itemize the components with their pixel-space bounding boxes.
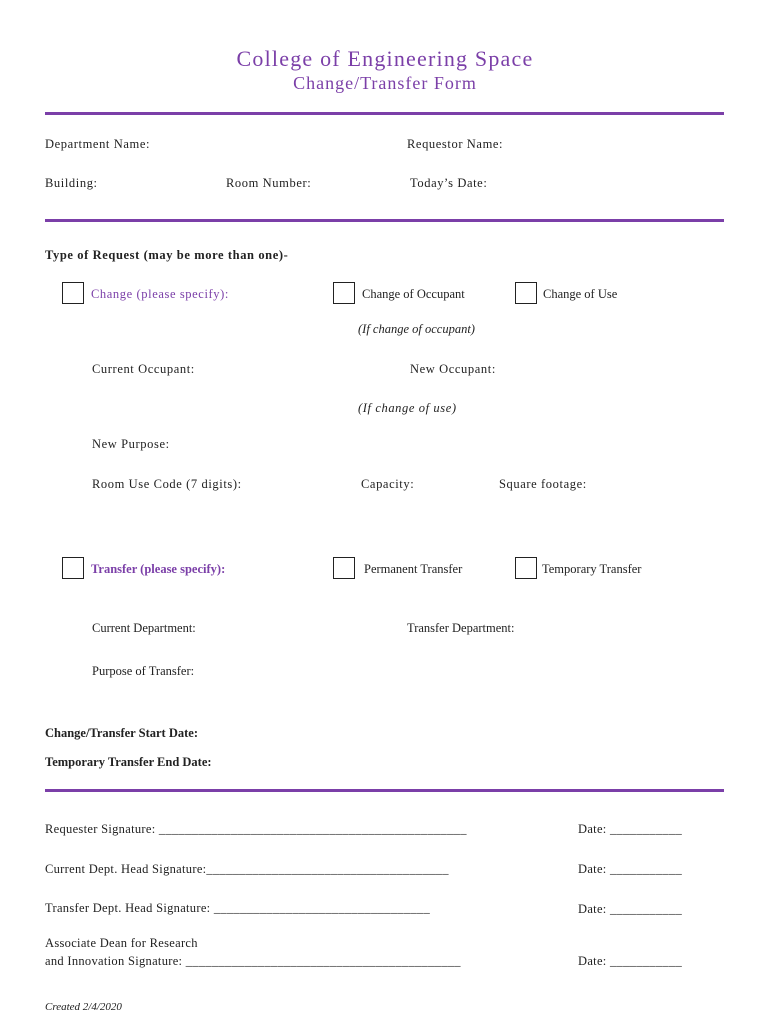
section-divider [45,219,724,222]
department-name-label: Department Name: [45,137,151,151]
transfer-label: Transfer (please specify): [91,562,226,576]
temporary-transfer-checkbox[interactable] [515,557,537,579]
start-date-label: Change/Transfer Start Date: [45,726,198,740]
if-change-occupant-note: (If change of occupant) [358,322,475,336]
permanent-transfer-checkbox[interactable] [333,557,355,579]
capacity-label: Capacity: [361,477,415,491]
permanent-transfer-label: Permanent Transfer [364,562,463,576]
current-head-signature-line[interactable]: Current Dept. Head Signature:_____________________________________ [45,862,449,876]
transfer-checkbox[interactable] [62,557,84,579]
request-type-heading: Type of Request (may be more than one)- [45,248,289,262]
current-head-date-line[interactable]: Date: ___________ [578,862,683,876]
form-title: College of Engineering Space [236,46,534,71]
building-label: Building: [45,176,98,190]
end-date-label: Temporary Transfer End Date: [45,755,212,769]
created-date: Created 2/4/2020 [45,1001,122,1013]
square-footage-label: Square footage: [499,477,587,491]
todays-date-label: Today’s Date: [410,176,488,190]
room-number-label: Room Number: [226,176,312,190]
current-occupant-label: Current Occupant: [92,362,195,376]
purpose-of-transfer-label: Purpose of Transfer: [92,664,195,678]
requester-signature-line[interactable]: Requester Signature: _______________________________________________ [45,822,467,836]
transfer-head-date-line[interactable]: Date: ___________ [578,902,683,916]
associate-dean-date-line[interactable]: Date: ___________ [578,954,683,968]
requester-date-line[interactable]: Date: ___________ [578,822,683,836]
new-purpose-label: New Purpose: [92,437,170,451]
room-use-code-label: Room Use Code (7 digits): [92,477,242,491]
change-of-occupant-label: Change of Occupant [362,287,465,301]
change-of-occupant-checkbox[interactable] [333,282,355,304]
transfer-department-label: Transfer Department: [407,621,515,635]
requestor-name-label: Requestor Name: [407,137,504,151]
associate-dean-signature-line[interactable]: and Innovation Signature: __________________________________________ [45,954,461,968]
change-label: Change (please specify): [91,287,229,301]
transfer-head-signature-line[interactable]: Transfer Dept. Head Signature: _________________________________ [45,901,431,915]
change-of-use-checkbox[interactable] [515,282,537,304]
form-subtitle: Change/Transfer Form [293,73,477,93]
signature-divider [45,789,724,792]
new-occupant-label: New Occupant: [410,362,496,376]
change-checkbox[interactable] [62,282,84,304]
temporary-transfer-label: Temporary Transfer [542,562,642,576]
associate-dean-label: Associate Dean for Research [45,936,198,950]
change-of-use-label: Change of Use [543,287,618,301]
if-change-use-note: (If change of use) [358,401,457,415]
current-department-label: Current Department: [92,621,196,635]
top-divider [45,112,724,115]
